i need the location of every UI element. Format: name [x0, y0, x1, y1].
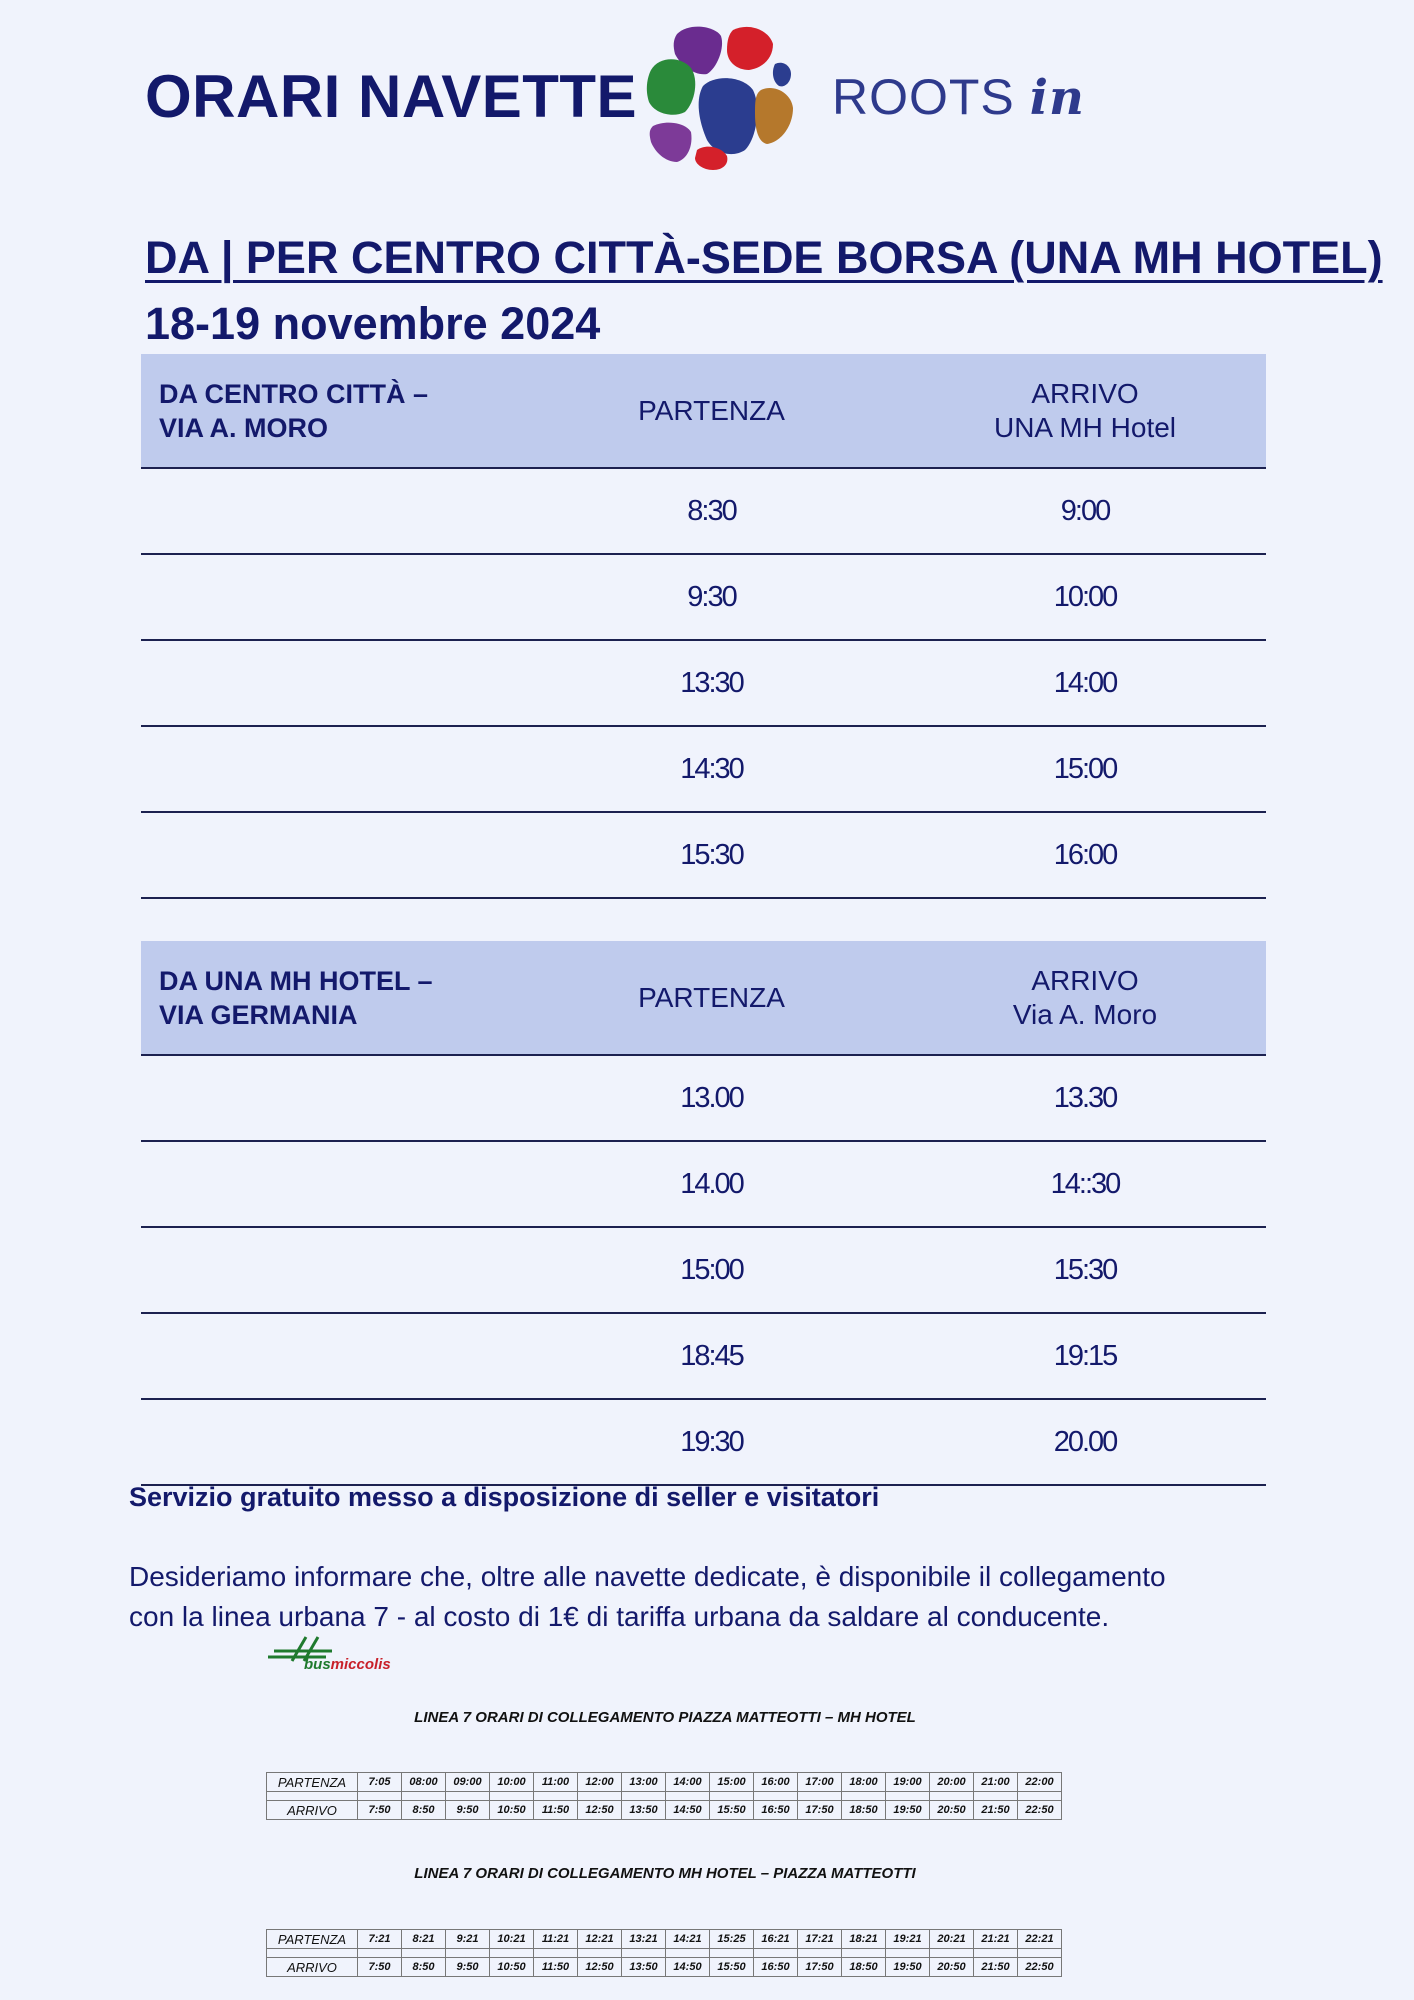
time-cell: 15:25 — [710, 1930, 754, 1949]
table-row — [141, 1227, 1266, 1313]
empty-cell — [141, 1399, 519, 1485]
brand-wordmark — [832, 68, 1085, 126]
spacer-row — [267, 1949, 1062, 1958]
time-cell: 12:21 — [578, 1930, 622, 1949]
spacer-cell — [798, 1949, 842, 1958]
time-cell: 09:00 — [446, 1773, 490, 1792]
empty-cell — [141, 468, 519, 554]
arrival-time: 14::30 — [904, 1141, 1266, 1227]
time-cell: 18:21 — [842, 1930, 886, 1949]
departure-time: 14.00 — [519, 1141, 904, 1227]
row-label-arrival: ARRIVO — [267, 1801, 358, 1820]
info-line-1: Desideriamo informare che, oltre alle navette dedicate, è disponibile il collegamento — [129, 1561, 1166, 1592]
spacer-cell — [534, 1949, 578, 1958]
time-cell: 7:05 — [358, 1773, 402, 1792]
time-cell: 21:21 — [974, 1930, 1018, 1949]
empty-cell — [141, 726, 519, 812]
time-cell: 16:50 — [754, 1801, 798, 1820]
time-cell: 13:00 — [622, 1773, 666, 1792]
spacer-cell — [578, 1792, 622, 1801]
arrival-line1: ARRIVO — [1031, 964, 1139, 996]
arrival-time: 9:00 — [904, 468, 1266, 554]
time-cell: 12:00 — [578, 1773, 622, 1792]
spacer-cell — [886, 1792, 930, 1801]
origin-line1: DA CENTRO CITTÀ – — [159, 378, 428, 409]
arrival-row — [267, 1958, 1062, 1977]
time-cell: 12:50 — [578, 1958, 622, 1977]
arrival-line2: UNA MH Hotel — [993, 411, 1177, 443]
spacer-cell — [974, 1949, 1018, 1958]
empty-cell — [141, 1227, 519, 1313]
time-cell: 16:50 — [754, 1958, 798, 1977]
free-service-note: Servizio gratuito messo a disposizione di seller e visitatori — [129, 1482, 880, 1512]
spacer-cell — [666, 1949, 710, 1958]
arrival-time: 15:00 — [904, 726, 1266, 812]
empty-cell — [141, 812, 519, 898]
spacer-cell — [798, 1792, 842, 1801]
time-cell: 18:00 — [842, 1773, 886, 1792]
table-row — [141, 1141, 1266, 1227]
page-title: ORARI NAVETTE — [145, 63, 638, 130]
row-label-departure: PARTENZA — [267, 1930, 358, 1949]
brand-name: ROOTS — [832, 69, 1015, 125]
time-cell: 14:21 — [666, 1930, 710, 1949]
arrival-time: 10:00 — [904, 554, 1266, 640]
empty-cell — [141, 1141, 519, 1227]
arrival-time: 13.30 — [904, 1055, 1266, 1141]
time-cell: 17:00 — [798, 1773, 842, 1792]
spacer-cell — [1018, 1949, 1062, 1958]
spacer-cell — [710, 1949, 754, 1958]
time-cell: 11:50 — [534, 1958, 578, 1977]
spacer-cell — [754, 1949, 798, 1958]
arrival-time: 19:15 — [904, 1313, 1266, 1399]
arrival-time: 16:00 — [904, 812, 1266, 898]
time-cell: 19:50 — [886, 1801, 930, 1820]
empty-cell — [141, 554, 519, 640]
departure-header: PARTENZA — [519, 354, 904, 468]
spacer-row — [267, 1792, 1062, 1801]
time-cell: 7:21 — [358, 1930, 402, 1949]
spacer-cell — [446, 1949, 490, 1958]
departure-time: 19:30 — [519, 1399, 904, 1485]
line7-to-hotel-table — [266, 1772, 1062, 1820]
time-cell: 10:21 — [490, 1930, 534, 1949]
time-cell: 10:50 — [490, 1801, 534, 1820]
time-cell: 19:50 — [886, 1958, 930, 1977]
outbound-schedule-table — [141, 354, 1266, 899]
empty-cell — [141, 1055, 519, 1141]
spacer-cell — [710, 1792, 754, 1801]
departure-time: 8:30 — [519, 468, 904, 554]
info-line-2: con la linea urbana 7 - al costo di 1€ di tariffa urbana da saldare al conducente. — [129, 1601, 1110, 1632]
time-cell: 19:21 — [886, 1930, 930, 1949]
departure-time: 9:30 — [519, 554, 904, 640]
time-cell: 21:50 — [974, 1801, 1018, 1820]
row-label-arrival: ARRIVO — [267, 1958, 358, 1977]
time-cell: 9:21 — [446, 1930, 490, 1949]
time-cell: 8:21 — [402, 1930, 446, 1949]
time-cell: 18:50 — [842, 1801, 886, 1820]
time-cell: 14:00 — [666, 1773, 710, 1792]
time-cell: 20:00 — [930, 1773, 974, 1792]
time-cell: 12:50 — [578, 1801, 622, 1820]
line7-caption-to-hotel: LINEA 7 ORARI DI COLLEGAMENTO PIAZZA MATTEOTTI – MH HOTEL — [414, 1709, 916, 1726]
time-cell: 7:50 — [358, 1958, 402, 1977]
time-cell: 13:21 — [622, 1930, 666, 1949]
spacer-cell — [402, 1949, 446, 1958]
route-heading: DA | PER CENTRO CITTÀ-SEDE BORSA (UNA MH HOTEL) — [145, 232, 1383, 283]
time-cell: 18:50 — [842, 1958, 886, 1977]
line7-caption-from-hotel: LINEA 7 ORARI DI COLLEGAMENTO MH HOTEL – PIAZZA MATTEOTTI — [414, 1865, 916, 1882]
time-cell: 20:21 — [930, 1930, 974, 1949]
spacer-cell — [402, 1792, 446, 1801]
origin-line1: DA UNA MH HOTEL – — [159, 965, 433, 996]
time-cell: 22:50 — [1018, 1958, 1062, 1977]
arrival-line2: Via A. Moro — [1012, 998, 1158, 1030]
empty-cell — [141, 640, 519, 726]
spacer-cell — [446, 1792, 490, 1801]
time-cell: 15:50 — [710, 1958, 754, 1977]
departure-row — [267, 1930, 1062, 1949]
arrival-time: 20.00 — [904, 1399, 1266, 1485]
time-cell: 20:50 — [930, 1801, 974, 1820]
time-cell: 8:50 — [402, 1958, 446, 1977]
time-cell: 7:50 — [358, 1801, 402, 1820]
date-heading: 18-19 novembre 2024 — [145, 298, 601, 349]
roots-in-logo-icon — [645, 22, 795, 170]
time-cell: 14:50 — [666, 1801, 710, 1820]
spacer-cell — [842, 1949, 886, 1958]
time-cell: 16:21 — [754, 1930, 798, 1949]
table-row — [141, 812, 1266, 898]
time-cell: 17:50 — [798, 1958, 842, 1977]
origin-header — [141, 354, 519, 468]
time-cell: 21:50 — [974, 1958, 1018, 1977]
time-cell: 13:50 — [622, 1958, 666, 1977]
bus-logo-word-bus: bus — [304, 1656, 331, 1671]
table-header-row — [141, 941, 1266, 1055]
spacer-cell — [1018, 1792, 1062, 1801]
spacer-cell — [490, 1792, 534, 1801]
time-cell: 15:50 — [710, 1801, 754, 1820]
arrival-header — [904, 941, 1266, 1055]
spacer-cell — [267, 1949, 358, 1958]
time-cell: 21:00 — [974, 1773, 1018, 1792]
time-cell: 15:00 — [710, 1773, 754, 1792]
spacer-cell — [622, 1949, 666, 1958]
origin-line2: VIA GERMANIA — [159, 999, 358, 1030]
table-row — [141, 468, 1266, 554]
time-cell: 8:50 — [402, 1801, 446, 1820]
departure-time: 18:45 — [519, 1313, 904, 1399]
table-row — [141, 1055, 1266, 1141]
time-cell: 16:00 — [754, 1773, 798, 1792]
time-cell: 9:50 — [446, 1958, 490, 1977]
spacer-cell — [886, 1949, 930, 1958]
time-cell: 9:50 — [446, 1801, 490, 1820]
busmiccolis-logo-icon — [266, 1635, 426, 1671]
arrival-header — [904, 354, 1266, 468]
departure-time: 14:30 — [519, 726, 904, 812]
spacer-cell — [358, 1792, 402, 1801]
departure-row — [267, 1773, 1062, 1792]
spacer-cell — [842, 1792, 886, 1801]
time-cell: 10:50 — [490, 1958, 534, 1977]
spacer-cell — [622, 1792, 666, 1801]
departure-time: 15:30 — [519, 812, 904, 898]
table-row — [141, 726, 1266, 812]
departure-time: 13:30 — [519, 640, 904, 726]
time-cell: 13:50 — [622, 1801, 666, 1820]
arrival-time: 14:00 — [904, 640, 1266, 726]
arrival-time: 15:30 — [904, 1227, 1266, 1313]
row-label-departure: PARTENZA — [267, 1773, 358, 1792]
spacer-cell — [267, 1792, 358, 1801]
time-cell: 11:00 — [534, 1773, 578, 1792]
spacer-cell — [754, 1792, 798, 1801]
bus-logo-word-name: miccolis — [330, 1656, 391, 1671]
departure-time: 15:00 — [519, 1227, 904, 1313]
origin-line2: VIA A. MORO — [159, 412, 329, 443]
return-schedule-table — [141, 941, 1266, 1486]
time-cell: 10:00 — [490, 1773, 534, 1792]
info-paragraph — [129, 1557, 1289, 1637]
time-cell: 22:21 — [1018, 1930, 1062, 1949]
svg-text:busmiccolis — [304, 1656, 391, 1671]
spacer-cell — [534, 1792, 578, 1801]
spacer-cell — [578, 1949, 622, 1958]
time-cell: 19:00 — [886, 1773, 930, 1792]
time-cell: 22:50 — [1018, 1801, 1062, 1820]
time-cell: 14:50 — [666, 1958, 710, 1977]
arrival-line1: ARRIVO — [1031, 377, 1139, 409]
time-cell: 11:50 — [534, 1801, 578, 1820]
spacer-cell — [490, 1949, 534, 1958]
time-cell: 08:00 — [402, 1773, 446, 1792]
time-cell: 20:50 — [930, 1958, 974, 1977]
time-cell: 17:50 — [798, 1801, 842, 1820]
brand-suffix: in — [1029, 70, 1085, 126]
spacer-cell — [974, 1792, 1018, 1801]
time-cell: 17:21 — [798, 1930, 842, 1949]
time-cell: 22:00 — [1018, 1773, 1062, 1792]
table-row — [141, 640, 1266, 726]
table-row — [141, 1399, 1266, 1485]
origin-header — [141, 941, 519, 1055]
departure-time: 13.00 — [519, 1055, 904, 1141]
spacer-cell — [358, 1949, 402, 1958]
table-header-row — [141, 354, 1266, 468]
time-cell: 11:21 — [534, 1930, 578, 1949]
line7-from-hotel-table — [266, 1929, 1062, 1977]
arrival-row — [267, 1801, 1062, 1820]
empty-cell — [141, 1313, 519, 1399]
table-row — [141, 554, 1266, 640]
spacer-cell — [930, 1792, 974, 1801]
departure-header: PARTENZA — [519, 941, 904, 1055]
table-row — [141, 1313, 1266, 1399]
spacer-cell — [666, 1792, 710, 1801]
spacer-cell — [930, 1949, 974, 1958]
